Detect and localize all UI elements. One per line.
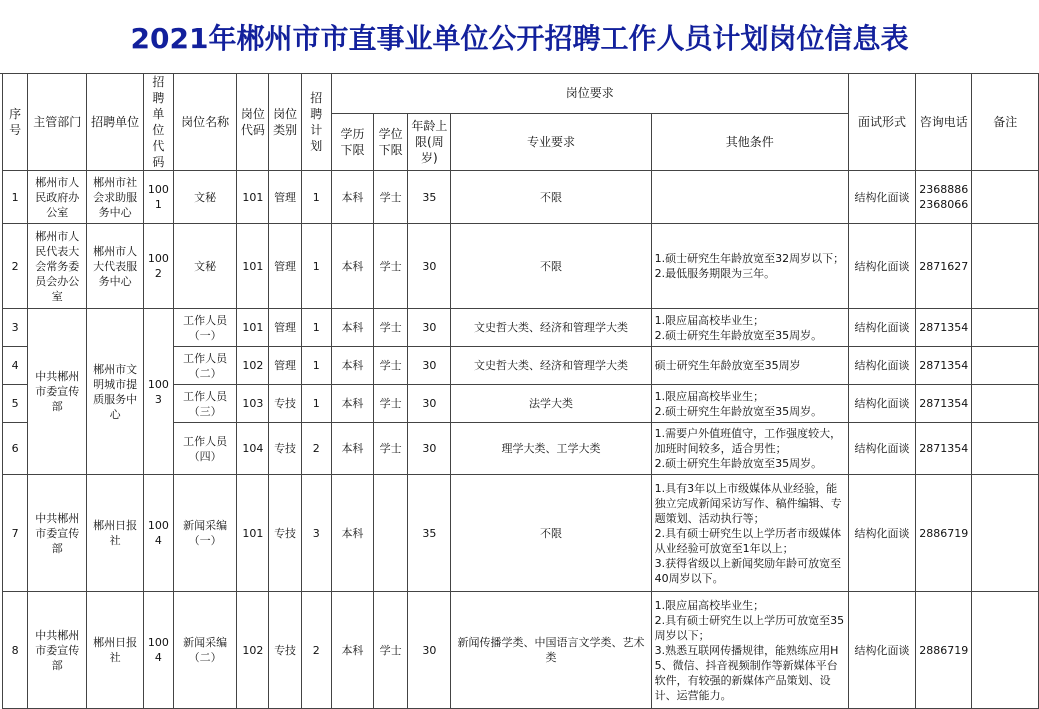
cell-post-name: 工作人员（一） [173, 309, 236, 347]
cell-seq: 7 [3, 475, 28, 592]
cell-post-name: 工作人员（三） [173, 385, 236, 423]
cell-major: 不限 [451, 171, 651, 224]
cell-remarks [972, 475, 1039, 592]
condition-line: 2.硕士研究生年龄放宽至35周岁。 [654, 404, 823, 418]
cell-post-type: 专技 [269, 385, 301, 423]
cell-phone: 2871354 [916, 385, 972, 423]
cell-interview: 结构化面谈 [848, 423, 915, 475]
cell-age: 30 [408, 347, 451, 385]
condition-line: 1.限应届高校毕业生； [654, 313, 765, 327]
condition-line: 3.熟悉互联网传播规律，能熟练应用H5、微信、抖音视频制作等新媒体平台软件，有较强的新媒体产品策划、设计、运营能力。 [654, 643, 839, 702]
cell-dept: 郴州市人民政府办公室 [28, 171, 87, 224]
cell-post-code: 104 [237, 423, 269, 475]
cell-post-type: 管理 [269, 171, 301, 224]
cell-other [651, 423, 848, 475]
cell-plan: 1 [301, 224, 331, 309]
cell-unit-code: 1003 [143, 309, 173, 475]
cell-major: 理学大类、工学大类 [451, 423, 651, 475]
phone-line: 2368886 [919, 183, 969, 196]
cell-unit: 郴州市文明城市提质服务中心 [87, 309, 143, 475]
cell-age: 30 [408, 385, 451, 423]
cell-post-type: 专技 [269, 475, 301, 592]
condition-line: 3.获得省级以上新闻奖励年龄可放宽至40周岁以下。 [654, 556, 842, 585]
cell-other [651, 385, 848, 423]
condition-line: 1.限应届高校毕业生； [654, 598, 765, 612]
page-title: 2021年郴州市市直事业单位公开招聘工作人员计划岗位信息表 [0, 0, 1039, 74]
cell-other [651, 309, 848, 347]
cell-dept: 郴州市人民代表大会常务委员会办公室 [28, 224, 87, 309]
cell-remarks [972, 385, 1039, 423]
cell-age: 30 [408, 423, 451, 475]
cell-education: 本科 [331, 171, 373, 224]
condition-line: 2.具有硕士研究生以上学历者市级媒体从业经验可放宽至1年以上； [654, 526, 842, 555]
condition-line: 1.硕士研究生年龄放宽至32周岁以下； [654, 252, 845, 265]
cell-interview: 结构化面谈 [848, 224, 915, 309]
cell-other [651, 224, 848, 309]
cell-post-type: 专技 [269, 592, 301, 709]
cell-major: 不限 [451, 475, 651, 592]
cell-phone [916, 171, 972, 224]
header-interview: 面试形式 [848, 74, 915, 171]
cell-post-code: 103 [237, 385, 269, 423]
cell-phone: 2871627 [916, 224, 972, 309]
cell-plan: 1 [301, 309, 331, 347]
cell-degree: 学士 [374, 347, 408, 385]
cell-other [651, 171, 848, 224]
cell-phone: 2886719 [916, 592, 972, 709]
condition-line: 2.硕士研究生年龄放宽至35周岁。 [654, 457, 823, 470]
cell-unit-code: 1004 [143, 475, 173, 592]
header-other: 其他条件 [651, 113, 848, 170]
condition-line: 硕士研究生年龄放宽至35周岁 [654, 359, 801, 372]
cell-seq: 6 [3, 423, 28, 475]
header-age: 年龄上限(周岁) [408, 113, 451, 170]
table-row [3, 224, 1039, 309]
cell-remarks [972, 309, 1039, 347]
header-unit: 招聘单位 [87, 74, 143, 171]
header-post-name: 岗位名称 [173, 74, 236, 171]
cell-remarks [972, 592, 1039, 709]
cell-interview: 结构化面谈 [848, 592, 915, 709]
cell-major: 不限 [451, 224, 651, 309]
cell-post-name: 文秘 [173, 224, 236, 309]
cell-interview: 结构化面谈 [848, 171, 915, 224]
header-remarks: 备注 [972, 74, 1039, 171]
cell-major: 法学大类 [451, 385, 651, 423]
cell-interview: 结构化面谈 [848, 385, 915, 423]
condition-line: 2.硕士研究生年龄放宽至35周岁。 [654, 328, 823, 342]
cell-unit: 郴州市社会求助服务中心 [87, 171, 143, 224]
cell-age: 30 [408, 309, 451, 347]
cell-degree: 学士 [374, 592, 408, 709]
cell-remarks [972, 171, 1039, 224]
cell-dept: 中共郴州市委宣传部 [28, 592, 87, 709]
header-major: 专业要求 [451, 113, 651, 170]
cell-post-type: 管理 [269, 224, 301, 309]
header-phone: 咨询电话 [916, 74, 972, 171]
cell-post-code: 101 [237, 475, 269, 592]
cell-degree: 学士 [374, 224, 408, 309]
header-post-code: 岗位代码 [237, 74, 269, 171]
cell-seq: 3 [3, 309, 28, 347]
table-row [3, 475, 1039, 592]
cell-unit-code: 1004 [143, 592, 173, 709]
cell-unit: 郴州日报社 [87, 475, 143, 592]
cell-age: 35 [408, 171, 451, 224]
cell-unit-code: 1001 [143, 171, 173, 224]
cell-remarks [972, 423, 1039, 475]
cell-degree [374, 475, 408, 592]
cell-plan: 1 [301, 171, 331, 224]
cell-degree: 学士 [374, 385, 408, 423]
cell-post-name: 工作人员（二） [173, 347, 236, 385]
cell-seq: 5 [3, 385, 28, 423]
cell-phone: 2871354 [916, 423, 972, 475]
cell-post-code: 101 [237, 309, 269, 347]
table-row [3, 309, 1039, 347]
cell-plan: 2 [301, 423, 331, 475]
positions-table [2, 73, 1039, 709]
cell-major: 新闻传播学类、中国语言文学类、艺术类 [451, 592, 651, 709]
cell-remarks [972, 347, 1039, 385]
cell-degree: 学士 [374, 171, 408, 224]
cell-seq: 8 [3, 592, 28, 709]
header-post-type: 岗位类别 [269, 74, 301, 171]
cell-education: 本科 [331, 347, 373, 385]
cell-post-code: 101 [237, 224, 269, 309]
cell-education: 本科 [331, 592, 373, 709]
cell-remarks [972, 224, 1039, 309]
cell-unit: 郴州市人大代表服务中心 [87, 224, 143, 309]
cell-other [651, 475, 848, 592]
cell-post-type: 专技 [269, 423, 301, 475]
cell-age: 30 [408, 224, 451, 309]
header-plan: 招聘计划 [301, 74, 331, 171]
cell-education: 本科 [331, 475, 373, 592]
cell-interview: 结构化面谈 [848, 475, 915, 592]
cell-post-name: 文秘 [173, 171, 236, 224]
header-requirements: 岗位要求 [331, 74, 848, 114]
cell-post-name: 新闻采编（一） [173, 475, 236, 592]
cell-other [651, 347, 848, 385]
cell-unit: 郴州日报社 [87, 592, 143, 709]
header-seq: 序号 [3, 74, 28, 171]
cell-interview: 结构化面谈 [848, 309, 915, 347]
cell-post-code: 102 [237, 347, 269, 385]
table-row [3, 592, 1039, 709]
condition-line: 2.具有硕士研究生以上学历可放宽至35周岁以下； [654, 613, 845, 642]
cell-age: 30 [408, 592, 451, 709]
condition-line: 2.最低服务期限为三年。 [654, 267, 776, 280]
cell-age: 35 [408, 475, 451, 592]
header-dept: 主管部门 [28, 74, 87, 171]
header-education: 学历下限 [331, 113, 373, 170]
cell-phone: 2871354 [916, 347, 972, 385]
header-row-1 [3, 74, 1039, 114]
cell-plan: 3 [301, 475, 331, 592]
cell-post-code: 102 [237, 592, 269, 709]
cell-major: 文史哲大类、经济和管理学大类 [451, 347, 651, 385]
cell-education: 本科 [331, 224, 373, 309]
cell-major: 文史哲大类、经济和管理学大类 [451, 309, 651, 347]
cell-education: 本科 [331, 385, 373, 423]
cell-dept: 中共郴州市委宣传部 [28, 475, 87, 592]
cell-plan: 2 [301, 592, 331, 709]
cell-plan: 1 [301, 347, 331, 385]
header-unit-code: 招聘单位代码 [143, 74, 173, 171]
cell-phone: 2886719 [916, 475, 972, 592]
cell-education: 本科 [331, 309, 373, 347]
cell-post-name: 工作人员（四） [173, 423, 236, 475]
cell-post-type: 管理 [269, 347, 301, 385]
cell-dept: 中共郴州市委宣传部 [28, 309, 87, 475]
condition-line: 1.限应届高校毕业生； [654, 389, 765, 403]
cell-degree: 学士 [374, 309, 408, 347]
header-degree: 学位下限 [374, 113, 408, 170]
condition-line: 1.需要户外值班值守，工作强度较大，加班时间较多，适合男性； [654, 427, 842, 455]
condition-line: 1.具有3年以上市级媒体从业经验，能独立完成新闻采访写作、稿件编辑、专题策划、活动执行等； [654, 481, 842, 525]
cell-post-type: 管理 [269, 309, 301, 347]
cell-degree: 学士 [374, 423, 408, 475]
cell-post-name: 新闻采编（二） [173, 592, 236, 709]
cell-plan: 1 [301, 385, 331, 423]
cell-post-code: 101 [237, 171, 269, 224]
cell-phone: 2871354 [916, 309, 972, 347]
cell-interview: 结构化面谈 [848, 347, 915, 385]
cell-education: 本科 [331, 423, 373, 475]
cell-other [651, 592, 848, 709]
cell-seq: 4 [3, 347, 28, 385]
table-row [3, 171, 1039, 224]
cell-unit-code: 1002 [143, 224, 173, 309]
phone-line: 2368066 [919, 198, 969, 211]
cell-seq: 1 [3, 171, 28, 224]
cell-seq: 2 [3, 224, 28, 309]
